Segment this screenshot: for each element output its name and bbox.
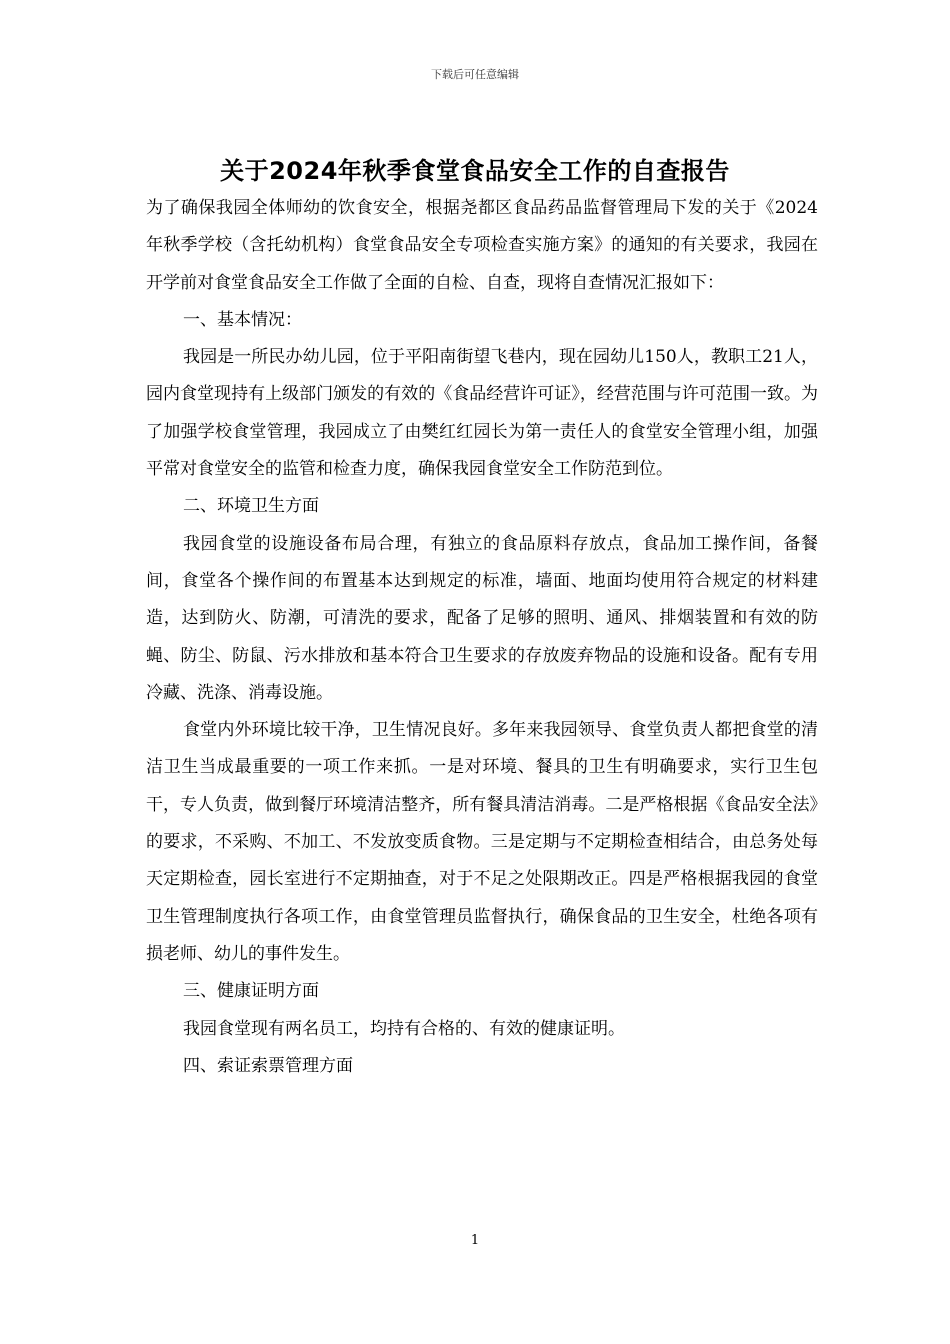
- document-title: 关于2024年秋季食堂食品安全工作的自查报告: [220, 157, 730, 185]
- paragraph-facilities: 我园食堂的设施设备布局合理，有独立的食品原料存放点，食品加工操作间，备餐间，食堂各个操作间的布置基本达到规定的标准，墙面、地面均使用符合规定的材料建造，达到防火、防潮，可清洗的要求，配备了足够的照明、通风、排烟装置和有效的防蝇、防尘、防鼠、污水排放和基本符合卫生要求的存放废弃物品的设施和设备。配有专用冷藏、洗涤、消毒设施。: [146, 533, 818, 703]
- document-body: [146, 190, 818, 1085]
- paragraph-hygiene: 食堂内外环境比较干净，卫生情况良好。多年来我园领导、食堂负责人都把食堂的清洁卫生当成最重要的一项工作来抓。一是对环境、餐具的卫生有明确要求，实行卫生包干，专人负责，做到餐厅环境清洁整齐，所有餐具清洁消毒。二是严格根据《食品安全法》的要求，不采购、不加工、不发放变质食物。三是定期与不定期检查相结合，由总务处每天定期检查，园长室进行不定期抽查，对于不足之处限期改正。四是严格根据我园的食堂卫生管理制度执行各项工作，由食堂管理员监督执行，确保食品的卫生安全，杜绝各项有损老师、幼儿的事件发生。: [146, 720, 818, 964]
- section-heading-invoice-management: 四、索证索票管理方面: [183, 1055, 353, 1076]
- section-heading-basic-situation: 一、基本情况：: [183, 309, 302, 330]
- intro-paragraph: 为了确保我园全体师幼的饮食安全，根据尧都区食品药品监督管理局下发的关于《2024年秋季学校（含托幼机构）食堂食品安全专项检查实施方案》的通知的有关要求，我园在开学前对食堂食品安全工作做了全面的自检、自查，现将自查情况汇报如下：: [146, 198, 818, 293]
- paragraph-basic-situation: 我园是一所民办幼儿园，位于平阳南街望飞巷内，现在园幼儿150人，教职工21人，园内食堂现持有上级部门颁发的有效的《食品经营许可证》，经营范围与许可范围一致。为了加强学校食堂管理，我园成立了由樊红红园长为第一责任人的食堂安全管理小组，加强平常对食堂安全的监管和检查力度，确保我园食堂安全工作防范到位。: [146, 347, 818, 480]
- section-heading-health-certificates: 三、健康证明方面: [183, 981, 319, 1002]
- header-note: 下载后可任意编辑: [431, 68, 519, 81]
- section-heading-environment: 二、环境卫生方面: [183, 496, 319, 517]
- page-number: 1: [470, 1233, 480, 1248]
- paragraph-health-certificates: 我园食堂现有两名员工，均持有合格的、有效的健康证明。: [183, 1018, 625, 1039]
